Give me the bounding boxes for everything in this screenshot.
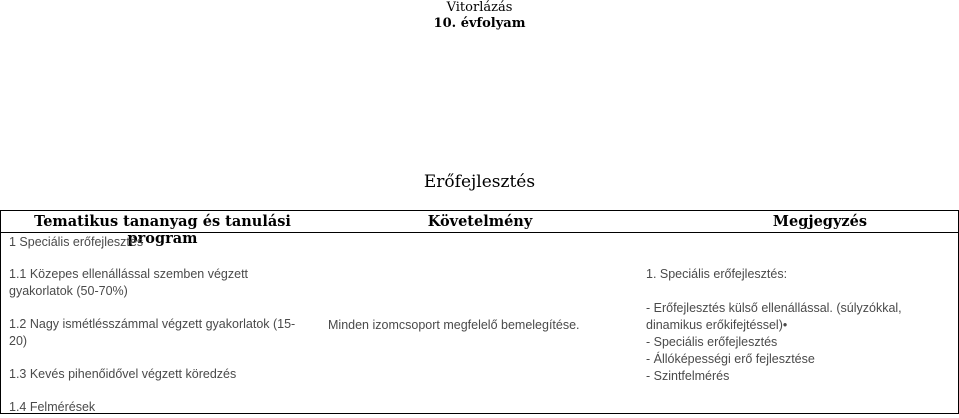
notes-item: - Erőfejlesztés külső ellenállással. (súlyzókkal, dinamikus erőkifejtéssel)• bbox=[646, 301, 902, 332]
notes-item: - Szintfelmérés bbox=[646, 369, 730, 383]
notes-heading: 1. Speciális erőfejlesztés: bbox=[646, 267, 788, 281]
column-header-requirement: Követelmény bbox=[427, 213, 533, 230]
table-top-border bbox=[0, 210, 959, 211]
topic-item: 1.4 Felmérések bbox=[9, 400, 96, 414]
requirement-text: Minden izomcsoport megfelelő bemelegítése. bbox=[328, 318, 580, 332]
topic-heading: 1 Speciális erőfejlesztés bbox=[9, 235, 144, 249]
notes-item: - Állóképességi erő fejlesztése bbox=[646, 352, 815, 366]
section-title: Erőfejlesztés bbox=[423, 172, 536, 192]
topic-item: 1.2 Nagy ismétlésszámmal végzett gyakorlatok (15-20) bbox=[9, 317, 296, 348]
subject-heading: Vitorlázás bbox=[446, 0, 513, 15]
topic-item: 1.3 Kevés pihenőidővel végzett köredzés bbox=[9, 367, 237, 381]
column-header-topic: Tematikus tananyag és tanulási program bbox=[34, 213, 291, 247]
notes-list bbox=[646, 300, 946, 385]
topic-item: 1.1 Közepes ellenállással szemben végzett gyakorlatok (50-70%) bbox=[9, 267, 249, 298]
grade-heading: 10. évfolyam bbox=[433, 16, 526, 31]
notes-item: - Speciális erőfejlesztés bbox=[646, 335, 778, 349]
column-header-notes: Megjegyzés bbox=[772, 213, 867, 230]
